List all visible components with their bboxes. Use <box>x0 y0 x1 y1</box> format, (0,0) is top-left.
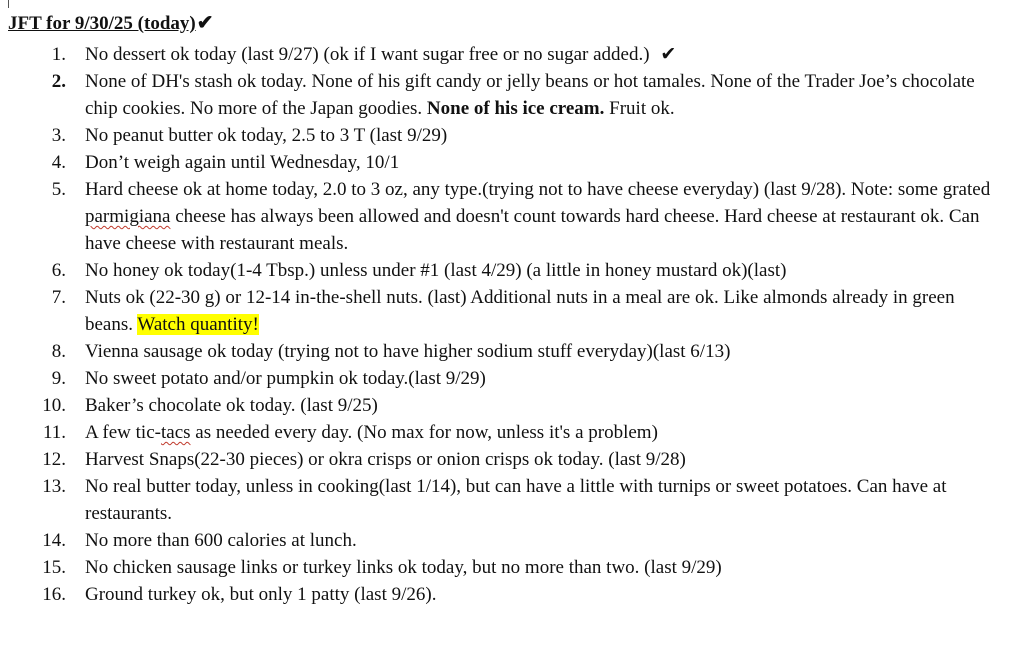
item-number: 5. <box>51 179 66 200</box>
item-number: 13. <box>42 476 66 497</box>
list-item <box>0 581 1012 608</box>
item-number: 10. <box>42 395 66 416</box>
item-text: No dessert ok today (last 9/27) (ok if I want sugar free or no sugar added.) <box>85 44 655 65</box>
item-text: Hard cheese ok at home today, 2.0 to 3 oz, any type.(trying not to have cheese everyday) (last 9/28). Note: some grated <box>85 179 991 200</box>
item-text: Nuts ok (22-30 g) or 12-14 in-the-shell nuts. (last) Additional nuts in a meal are ok. Like almonds already in green beans. <box>85 287 955 335</box>
item-number: 8. <box>51 341 66 362</box>
item-text: Fruit ok. <box>604 98 675 119</box>
spellcheck-flagged-word: parmigiana <box>85 206 171 227</box>
list-item <box>0 176 1012 257</box>
checkmark-icon: ✔ <box>660 44 677 65</box>
item-number: 7. <box>51 287 66 308</box>
list-item <box>0 365 1012 392</box>
item-number: 14. <box>42 530 66 551</box>
spellcheck-flagged-word: tacs <box>160 422 191 443</box>
list-item <box>0 149 1012 176</box>
list-item <box>0 41 1012 68</box>
item-number: 1. <box>51 44 66 65</box>
item-number: 15. <box>42 557 66 578</box>
list-item <box>0 527 1012 554</box>
item-text: No peanut butter ok today, 2.5 to 3 T (last 9/29) <box>85 125 448 146</box>
list-item <box>0 392 1012 419</box>
list-item <box>0 284 1012 338</box>
item-text: Don’t weigh again until Wednesday, 10/1 <box>85 152 400 173</box>
item-text: No sweet potato and/or pumpkin ok today.(last 9/29) <box>85 368 486 389</box>
text-cursor <box>8 0 9 8</box>
list-item <box>0 257 1012 284</box>
highlighted-text: Watch quantity! <box>137 314 259 335</box>
item-number: 9. <box>51 368 66 389</box>
guideline-list <box>0 41 1012 608</box>
item-text: None of DH's stash ok today. None of his gift candy or jelly beans or hot tamales. None of the Trader Joe’s chocolate chip cookies. No more of the Japan goodies. <box>85 71 975 119</box>
item-text: Ground turkey ok, but only 1 patty (last 9/26). <box>85 584 437 605</box>
item-number: 16. <box>42 584 66 605</box>
item-text: No honey ok today(1-4 Tbsp.) unless under #1 (last 4/29) (a little in honey mustard ok)(last) <box>85 260 787 281</box>
list-item <box>0 554 1012 581</box>
item-text: No real butter today, unless in cooking(last 1/14), but can have a little with turnips or sweet potatoes. Can have at restaurants. <box>85 476 947 524</box>
item-bold-text: None of his ice cream. <box>426 98 605 119</box>
item-text: cheese has always been allowed and doesn't count towards hard cheese. Hard cheese at restaurant ok. Can have cheese with restaurant meals. <box>85 206 980 254</box>
item-text: Baker’s chocolate ok today. (last 9/25) <box>85 395 378 416</box>
checkmark-icon: ✔ <box>196 12 214 34</box>
item-number: 12. <box>42 449 66 470</box>
list-item <box>0 419 1012 446</box>
item-text: as needed every day. (No max for now, unless it's a problem) <box>190 422 658 443</box>
list-item <box>0 446 1012 473</box>
item-text: Vienna sausage ok today (trying not to have higher sodium stuff everyday)(last 6/13) <box>85 341 731 362</box>
list-item <box>0 473 1012 527</box>
item-number: 3. <box>51 125 66 146</box>
item-number: 2. <box>51 71 66 92</box>
item-text: No more than 600 calories at lunch. <box>85 530 357 551</box>
item-text: Harvest Snaps(22-30 pieces) or okra crisps or onion crisps ok today. (last 9/28) <box>85 449 686 470</box>
item-number: 11. <box>42 422 66 443</box>
list-item <box>0 338 1012 365</box>
item-text: No chicken sausage links or turkey links ok today, but no more than two. (last 9/29) <box>85 557 722 578</box>
page-title <box>8 11 213 36</box>
item-text: A few tic- <box>85 422 161 443</box>
item-number: 6. <box>51 260 66 281</box>
item-number: 4. <box>51 152 66 173</box>
list-item <box>0 122 1012 149</box>
title-text: JFT for 9/30/25 (today) <box>8 13 196 34</box>
list-item <box>0 68 1012 122</box>
